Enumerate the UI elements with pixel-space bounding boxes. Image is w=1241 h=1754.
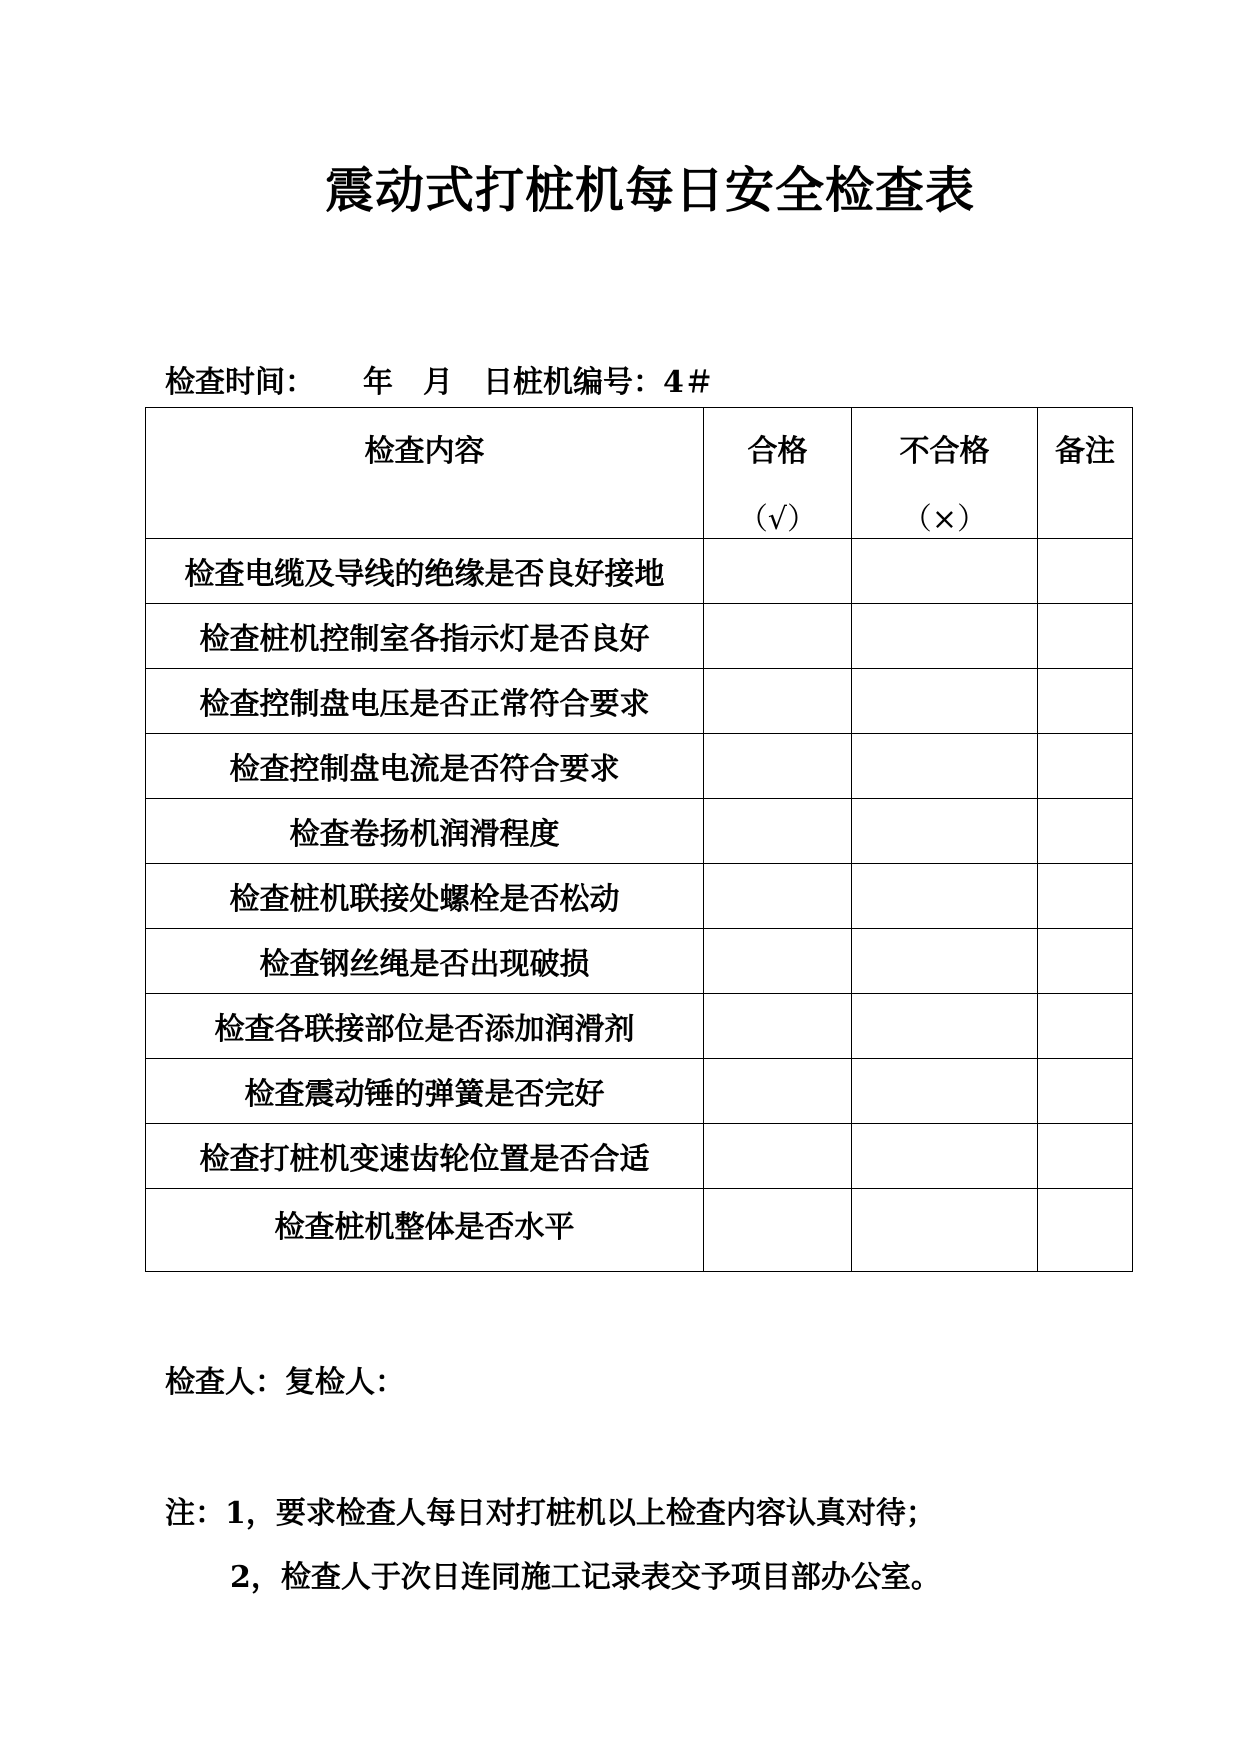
- table-row: [146, 734, 1133, 799]
- pass-cell[interactable]: [704, 1059, 852, 1124]
- fail-cell[interactable]: [852, 929, 1038, 994]
- inspection-time-label: 检查时间：: [165, 365, 315, 400]
- row-content: 检查震动锤的弹簧是否完好: [146, 1059, 704, 1124]
- day-machine-number-label: 日桩机编号：4＃: [483, 365, 714, 400]
- row-content: 检查钢丝绳是否出现破损: [146, 929, 704, 994]
- row-content: 检查控制盘电压是否正常符合要求: [146, 669, 704, 734]
- pass-cell[interactable]: [704, 799, 852, 864]
- pass-cell[interactable]: [704, 669, 852, 734]
- table-row: [146, 604, 1133, 669]
- pass-cell[interactable]: [704, 929, 852, 994]
- fail-cell[interactable]: [852, 799, 1038, 864]
- fail-cell[interactable]: [852, 864, 1038, 929]
- row-content: 检查桩机联接处螺栓是否松动: [146, 864, 704, 929]
- note-line-2: 2，检查人于次日连同施工记录表交予项目部办公室。: [230, 1560, 941, 1595]
- pass-cell[interactable]: [704, 604, 852, 669]
- pass-cell[interactable]: [704, 1189, 852, 1272]
- pass-cell[interactable]: [704, 1124, 852, 1189]
- page-title: 震动式打桩机每日安全检查表: [324, 161, 975, 219]
- row-content: 检查卷扬机润滑程度: [146, 799, 704, 864]
- fail-cell[interactable]: [852, 734, 1038, 799]
- table-row: [146, 669, 1133, 734]
- note-cell[interactable]: [1038, 994, 1133, 1059]
- fail-cell[interactable]: [852, 1124, 1038, 1189]
- pass-cell[interactable]: [704, 734, 852, 799]
- inspection-table: [145, 407, 1133, 1272]
- note-cell[interactable]: [1038, 1124, 1133, 1189]
- month-label: 月: [423, 365, 453, 400]
- table-row: [146, 864, 1133, 929]
- header-pass: 合格 （√）: [704, 408, 852, 539]
- note-cell[interactable]: [1038, 604, 1133, 669]
- pass-cell[interactable]: [704, 994, 852, 1059]
- note-line-1: 注：1，要求检查人每日对打桩机以上检查内容认真对待；: [165, 1496, 936, 1531]
- table-row: [146, 929, 1133, 994]
- note-cell[interactable]: [1038, 734, 1133, 799]
- note-cell[interactable]: [1038, 864, 1133, 929]
- note-cell[interactable]: [1038, 929, 1133, 994]
- row-content: 检查各联接部位是否添加润滑剂: [146, 994, 704, 1059]
- pass-cell[interactable]: [704, 539, 852, 604]
- table-row: [146, 539, 1133, 604]
- inspector-signature-line: 检查人：复检人：: [165, 1365, 405, 1400]
- header-content: 检查内容: [146, 408, 704, 539]
- pass-cell[interactable]: [704, 864, 852, 929]
- note-cell[interactable]: [1038, 1189, 1133, 1272]
- table-row: [146, 1059, 1133, 1124]
- table-row: [146, 799, 1133, 864]
- row-content: 检查桩机整体是否水平: [146, 1189, 704, 1272]
- note-cell[interactable]: [1038, 799, 1133, 864]
- table-row: [146, 1124, 1133, 1189]
- fail-cell[interactable]: [852, 994, 1038, 1059]
- table-row: [146, 994, 1133, 1059]
- cross-mark: （×）: [901, 502, 988, 537]
- header-note: 备注: [1038, 408, 1133, 539]
- year-label: 年: [363, 365, 393, 400]
- inspection-meta: [165, 357, 714, 401]
- table-row: [146, 1189, 1133, 1272]
- fail-cell[interactable]: [852, 669, 1038, 734]
- fail-cell[interactable]: [852, 1189, 1038, 1272]
- note-cell[interactable]: [1038, 669, 1133, 734]
- row-content: 检查桩机控制室各指示灯是否良好: [146, 604, 704, 669]
- fail-cell[interactable]: [852, 1059, 1038, 1124]
- row-content: 检查打桩机变速齿轮位置是否合适: [146, 1124, 704, 1189]
- note-cell[interactable]: [1038, 1059, 1133, 1124]
- note-cell[interactable]: [1038, 539, 1133, 604]
- row-content: 检查电缆及导线的绝缘是否良好接地: [146, 539, 704, 604]
- fail-cell[interactable]: [852, 604, 1038, 669]
- check-mark: （√）: [737, 502, 818, 537]
- header-fail: 不合格 （×）: [852, 408, 1038, 539]
- fail-cell[interactable]: [852, 539, 1038, 604]
- row-content: 检查控制盘电流是否符合要求: [146, 734, 704, 799]
- table-header-row: [146, 408, 1133, 539]
